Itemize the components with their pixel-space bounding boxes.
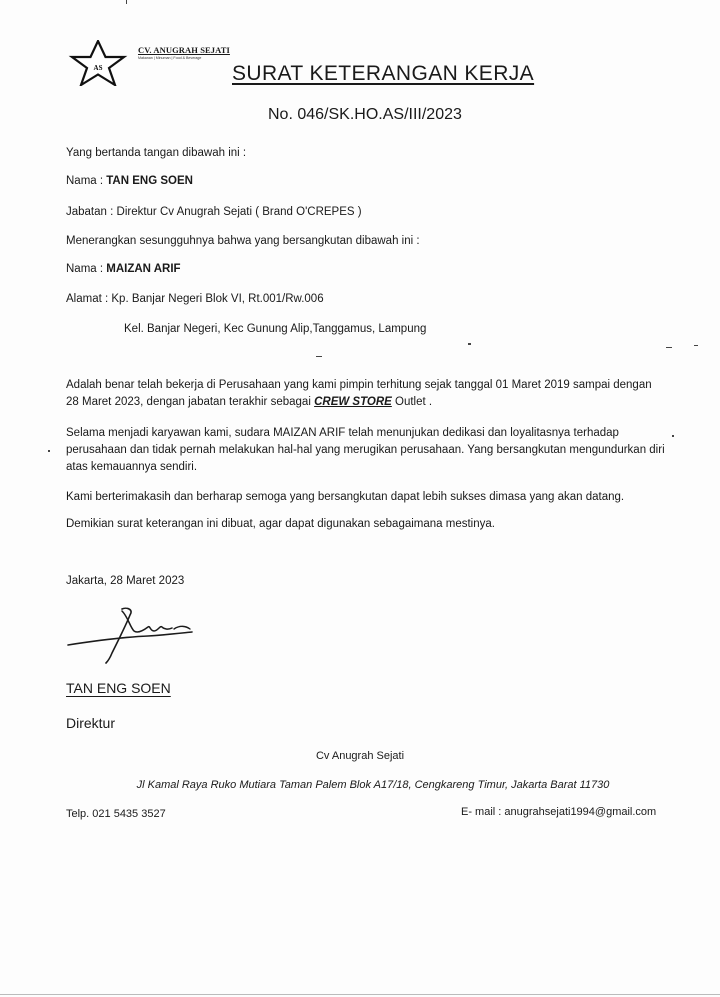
declaration-line: Menerangkan sesungguhnya bahwa yang bersangkutan dibawah ini :	[66, 235, 420, 247]
company-name: CV. ANUGRAH SEJATI	[138, 45, 230, 55]
employee-name: MAIZAN ARIF	[106, 263, 181, 275]
thanks-paragraph: Kami berterimakasih dan berharap semoga yang bersangkutan dapat lebih sukses dimasa yang akan datang.	[66, 491, 625, 503]
company-logo-star-icon	[66, 40, 130, 86]
document-title: SURAT KETERANGAN KERJA	[232, 62, 535, 85]
scan-speck	[694, 345, 698, 346]
employee-address-line-2: Kel. Banjar Negeri, Kec Gunung Alip,Tanggamus, Lampung	[124, 323, 427, 335]
employment-text-before: Adalah benar telah bekerja di Perusahaan yang kami pimpin terhitung sejak tanggal 01 Maret 2019 sampai dengan 28 Maret 2023, dengan jabatan terakhir sebagai	[66, 379, 652, 408]
scan-speck	[126, 0, 127, 4]
signatory-name: TAN ENG SOEN	[106, 175, 193, 187]
document-number: No. 046/SK.HO.AS/III/2023	[268, 106, 462, 123]
footer-company: Cv Anugrah Sejati	[315, 750, 405, 762]
employee-address-line-1: Alamat : Kp. Banjar Negeri Blok VI, Rt.001/Rw.006	[66, 293, 324, 305]
scan-speck	[48, 450, 50, 452]
dedication-paragraph: Selama menjadi karyawan kami, sudara MAIZAN ARIF telah menunjukan dedikasi dan loyalitasnya terhadap perusahaan dan tidak pernah melakukan hal-hal yang merugikan perusahaan. Yang bersangkutan mengundurkan diri atas kemauannya sendiri.	[66, 427, 665, 473]
employment-text-after: Outlet .	[391, 396, 433, 408]
signatory-name-label: Nama :	[66, 175, 107, 187]
employment-paragraph	[66, 377, 666, 411]
employee-name-line	[66, 263, 181, 275]
scan-speck	[672, 435, 674, 437]
opening-line: Yang bertanda tangan dibawah ini :	[66, 147, 247, 159]
signatory-position-line: Jabatan : Direktur Cv Anugrah Sejati ( Brand O'CREPES )	[66, 206, 362, 218]
signer-name: TAN ENG SOEN	[66, 680, 171, 696]
scan-speck	[666, 347, 672, 348]
signer-title: Direktur	[66, 715, 116, 731]
employment-position: CREW STORE	[314, 396, 392, 408]
scan-edge	[0, 994, 720, 995]
footer-address: Jl Kamal Raya Ruko Mutiara Taman Palem Blok A17/18, Cengkareng Timur, Jakarta Barat 11730	[136, 779, 610, 791]
employee-name-label: Nama :	[66, 263, 107, 275]
company-tagline: Makanan | Minuman | Food & Beverage	[138, 56, 202, 60]
footer-phone: Telp. 021 5435 3527	[66, 808, 166, 820]
handwritten-signature	[64, 603, 196, 665]
scan-speck	[316, 356, 322, 357]
scan-speck	[468, 343, 471, 345]
place-and-date: Jakarta, 28 Maret 2023	[66, 575, 185, 587]
footer-email: E- mail : anugrahsejati1994@gmail.com	[461, 806, 657, 818]
closing-paragraph: Demikian surat keterangan ini dibuat, agar dapat digunakan sebagaimana mestinya.	[66, 518, 495, 530]
signatory-name-line	[66, 175, 193, 187]
logo-text: AS	[93, 64, 103, 72]
